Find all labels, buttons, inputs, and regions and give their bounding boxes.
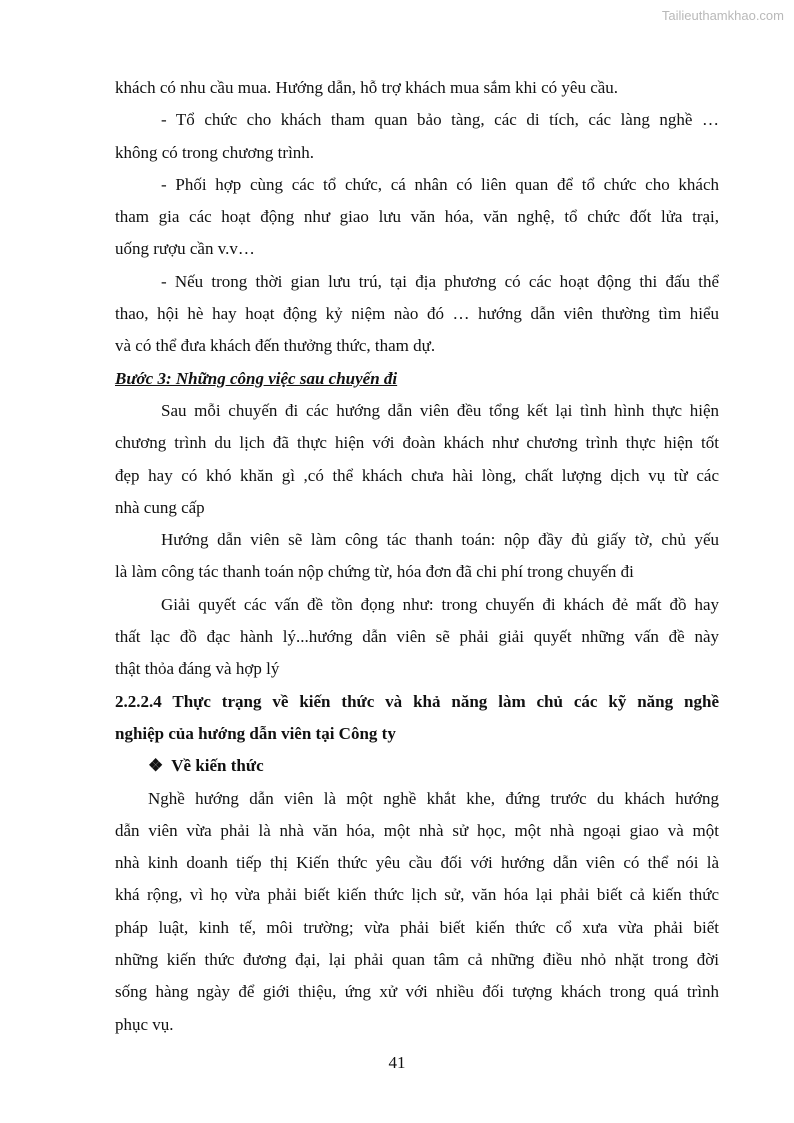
- text-line: những kiến thức đương đại, lại phải quan tâm cả những điều nhỏ nhặt trong đời: [115, 950, 719, 970]
- text-line: thao, hội hè hay hoạt động kỷ niệm nào đó … hướng dẫn viên thường tìm hiểu: [115, 304, 719, 324]
- paragraph-start: Sau mỗi chuyến đi các hướng dẫn viên đều tổng kết lại tình hình thực hiện: [161, 400, 719, 420]
- document-body: [115, 72, 719, 1041]
- text-line: thất lạc đồ đạc hành lý...hướng dẫn viên sẽ phải giải quyết những vấn đề này: [115, 627, 719, 647]
- paragraph-start: Hướng dẫn viên sẽ làm công tác thanh toán: nộp đầy đủ giấy tờ, chủ yếu: [161, 530, 719, 550]
- text-line: và có thể đưa khách đến thưởng thức, tham dự.: [115, 336, 436, 356]
- text-line: đẹp hay có khó khăn gì ,có thể khách chưa hài lòng, chất lượng dịch vụ từ các: [115, 465, 719, 485]
- text-line: là làm công tác thanh toán nộp chứng từ, hóa đơn đã chi phí trong chuyến đi: [115, 562, 634, 582]
- section-heading-cont: nghiệp của hướng dẫn viên tại Công ty: [115, 723, 396, 743]
- text-line: pháp luật, kinh tế, môi trường; vừa phải biết kiến thức cổ xưa vừa phải biết: [115, 917, 719, 937]
- text-line: không có trong chương trình.: [115, 142, 315, 162]
- page-number: 41: [388, 1053, 406, 1072]
- text-line: tham gia các hoạt động như giao lưu văn hóa, văn nghệ, tổ chức đốt lửa trại,: [115, 207, 719, 227]
- subsection-heading: [115, 750, 719, 782]
- text-line: uống rượu cần v.v…: [115, 239, 255, 259]
- section-heading: 2.2.2.4 Thực trạng về kiến thức và khả năng làm chủ các kỹ năng nghề: [115, 691, 719, 711]
- paragraph-start: Giải quyết các vấn đề tồn đọng như: trong chuyến đi khách đẻ mất đồ hay: [161, 594, 719, 614]
- paragraph-start: Nghề hướng dẫn viên là một nghề khắt khe, đứng trước du khách hướng: [148, 788, 719, 808]
- subsection-heading-label: Về kiến thức: [171, 756, 264, 776]
- text-line: nhà cung cấp: [115, 497, 205, 517]
- text-line: dẫn viên vừa phải là nhà văn hóa, một nhà sử học, một nhà ngoại giao và một: [115, 820, 719, 840]
- text-line: thật thỏa đáng và hợp lý: [115, 659, 280, 679]
- list-item: - Nếu trong thời gian lưu trú, tại địa phương có các hoạt động thi đấu thể: [161, 271, 719, 291]
- list-item: - Phối hợp cùng các tổ chức, cá nhân có liên quan để tổ chức cho khách: [161, 174, 719, 194]
- text-line: khách có nhu cầu mua. Hướng dẫn, hỗ trợ khách mua sắm khi có yêu cầu.: [115, 78, 619, 97]
- text-line: khá rộng, vì họ vừa phải biết kiến thức lịch sử, văn hóa lại phải biết cả kiến thức: [115, 885, 719, 905]
- list-item: - Tổ chức cho khách tham quan bảo tàng, các di tích, các làng nghề …: [161, 110, 719, 130]
- text-line: sống hàng ngày để giới thiệu, ứng xử với nhiều đối tượng khách trong quá trình: [115, 982, 719, 1002]
- text-line: nhà kinh doanh tiếp thị Kiến thức yêu cầu đối với hướng dẫn viên có thể nói là: [115, 853, 719, 873]
- watermark: Tailieuthamkhao.com: [661, 8, 784, 23]
- text-line: chương trình du lịch đã thực hiện với đoàn khách như chương trình thực hiện tốt: [115, 433, 719, 453]
- diamond-bullet-icon: ❖: [148, 756, 164, 776]
- text-line: phục vụ.: [115, 1014, 174, 1034]
- step-heading: Bước 3: Những công việc sau chuyến đi: [115, 368, 398, 388]
